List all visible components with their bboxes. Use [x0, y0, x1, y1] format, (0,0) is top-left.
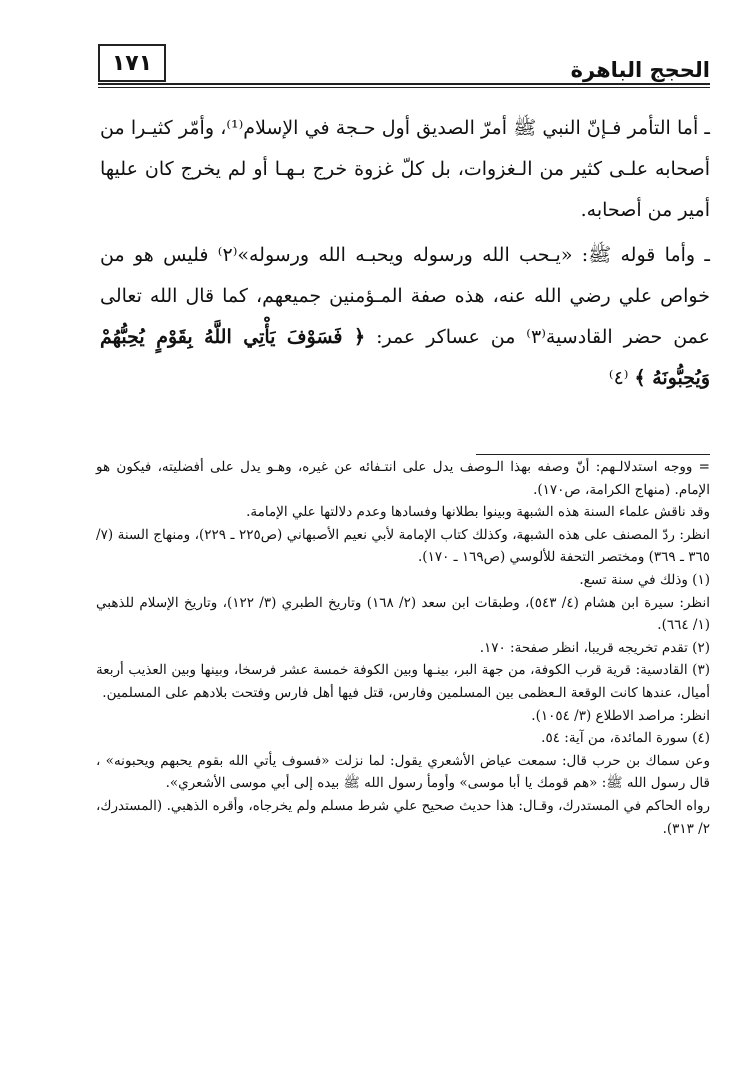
main-body [100, 108, 710, 403]
footnote-line: وقد ناقش علماء السنة هذه الشبهة وبينوا بطلانها وفسادها وعدم دلالتها علي الإمامة. [246, 504, 710, 521]
footnote-line: (٢) تقدم تخريجه قريبا، انظر صفحة: ١٧٠. [479, 639, 710, 656]
header-rule [98, 83, 710, 85]
footnote-line: (٤) سورة المائدة، من آية: ٥٤. [541, 730, 710, 747]
running-title: الحجج الباهرة [570, 58, 710, 82]
footnote-line: (٣) القادسية: قرية قرب الكوفة، من جهة البر، بينـها وبين الكوفة خمسة عشر فرسخا، وبينها وبين العذيب أربعة أميال، عندها كانت الوقعة الـعظمى بين المسلمين وفارس، قتل فيها أهل فارس وفتحت بلادهم على المسلمين. [96, 662, 710, 701]
footnote-line: انظر: سيرة ابن هشام (٤/ ٥٤٣)، وطبقات ابن سعد (٢/ ١٦٨) وتاريخ الطبري (٣/ ١٢٢)، وتاريخ الإسلام للذهبي (١/ ٦٦٤). [96, 594, 710, 634]
footnote-line: انظر: ردّ المصنف على هذه الشبهة، وكذلك كتاب الإمامة لأبي نعيم الأصبهاني (ص٢٢٥ ـ ٢٢٩)، ومنهاج السنة (٧/ ٣٦٥ ـ ٣٦٩) ومختصر التحفة للألوسي (ص١٦٩ ـ ١٧٠). [96, 526, 711, 566]
footnotes [96, 456, 710, 840]
page-header [98, 44, 710, 92]
footnote-line: (١) وذلك في سنة تسع. [579, 571, 710, 588]
footnote-line: وعن سماك بن حرب قال: سمعت عياض الأشعري يقول: لما نزلت «فسوف يأتي الله بقوم يحبهم ويحبونه» ، قال رسول الله ﷺ: «هم قومك يا أبا موسى» وأومأ رسول الله ﷺ بيده إلى أبي موسى الأشعري». [96, 752, 710, 792]
footnote-line: رواه الحاكم في المستدرك، وقـال: هذا حديث صحيح علي شرط مسلم ولم يخرجاه، وأقره الذهبي. (المستدرك، ٢/ ٣١٣). [96, 797, 710, 837]
header-rule-thin [98, 87, 710, 88]
quran-quote: ﴿ فَسَوْفَ يَأْتِي اللَّهُ بِقَوْمٍ يُحِبُّهُمْ وَيُحِبُّونَهُ ﴾ [100, 326, 710, 389]
footnote-line: = ووجه استدلالـهم: أنّ وصفه بهذا الـوصف يدل على انتـفائه عن غيره، وهـو يدل على أفضليته، فيكون هو الإمام. (منهاج الكرامة، ص١٧٠). [96, 459, 710, 498]
paragraph-love-hadith [100, 235, 710, 399]
paragraph-leadership: ـ أما التأمر فـإنّ النبي ﷺ أمرّ الصديق أول حـجة في الإسلام⁽¹⁾، وأمّر كثيـرا من أصحابه علـى كثير من الـغزوات، بل كلّ غزوة خرج بـهـا أو لم يخرج كان عليها أمير من أصحابه. [100, 117, 711, 221]
paragraph-love-hadith-text: ـ وأما قوله ﷺ: «يـحب الله ورسوله ويحبـه الله ورسوله»⁽٢⁾ فليس هو من خواص علي رضي الله عنه، هذه صفة المـؤمنين جميعهم، كما قال الله تعالى عمن حضر القادسية⁽٣⁾ من عساكر عمر: [100, 244, 710, 348]
footnote-separator [476, 454, 710, 455]
page-number: ١٧١ [98, 44, 166, 82]
footnote-line: انظر: مراصد الاطلاع (٣/ ١٠٥٤). [531, 707, 710, 724]
quran-footnote-ref: ⁽٤⁾ [608, 367, 629, 389]
